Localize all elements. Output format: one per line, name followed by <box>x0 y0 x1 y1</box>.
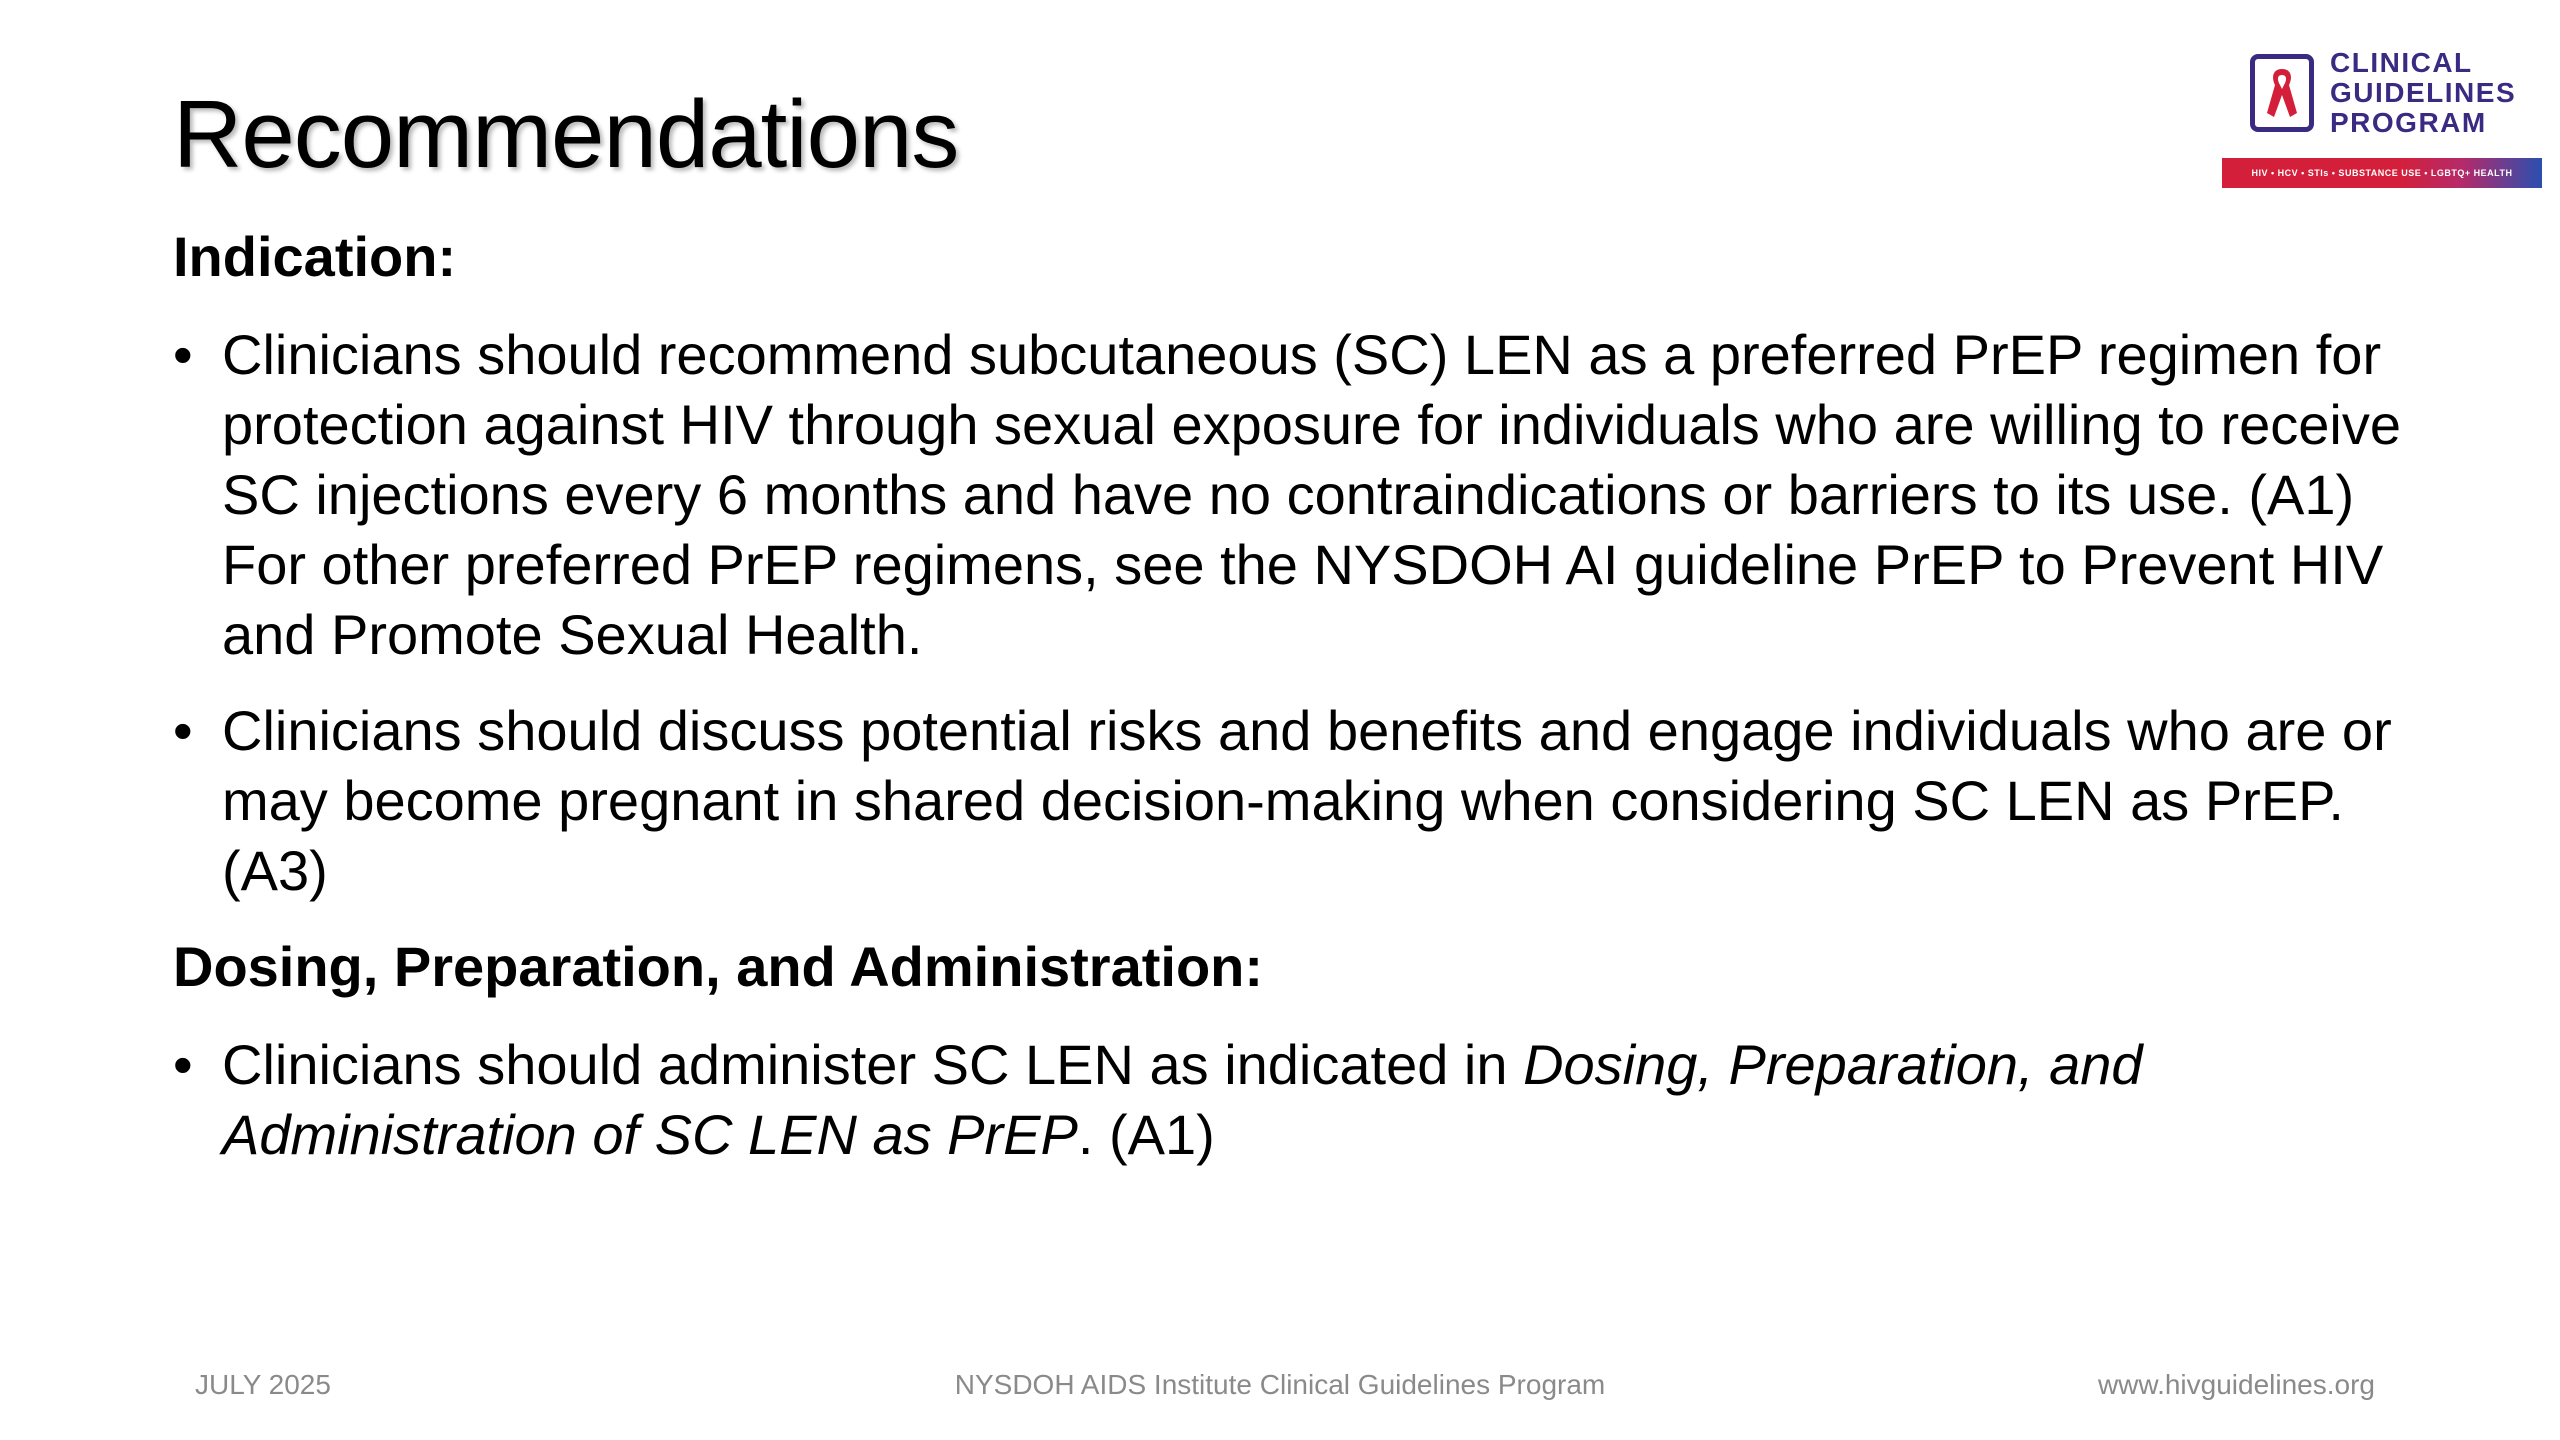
recommendation-bullet-3 <box>173 1030 2413 1170</box>
logo-badge <box>2250 54 2314 132</box>
bullet-3-suffix: . (A1) <box>1077 1103 1215 1166</box>
indication-heading: Indication: <box>173 225 457 288</box>
logo-line-2: GUIDELINES <box>2330 77 2517 108</box>
logo-line-3: PROGRAM <box>2330 107 2487 138</box>
logo-line-1: CLINICAL <box>2330 47 2473 78</box>
bullet-3-prefix: Clinicians should administer SC LEN as indicated in <box>222 1033 1524 1096</box>
indication-list <box>173 320 2413 906</box>
slide-content <box>173 222 2413 1170</box>
recommendation-bullet-1: • Clinicians should recommend subcutaneous (SC) LEN as a preferred PrEP regimen for protection against HIV through sexual exposure for individuals who are willing to receive SC injections every 6 months and have no contraindications or barriers to its use. (A1) For other preferred PrEP regimens, see the NYSDOH AI guideline PrEP to Prevent HIV and Promote Sexual Health. <box>173 320 2413 670</box>
footer-program: NYSDOH AIDS Institute Clinical Guidelines Program <box>954 1369 1606 1400</box>
dosing-heading: Dosing, Preparation, and Administration: <box>173 935 1264 998</box>
dosing-list <box>173 1030 2413 1170</box>
clinical-guidelines-logo <box>2222 48 2542 190</box>
logo-tagline: HIV • HCV • STIs • SUBSTANCE USE • LGBTQ+ HEALTH <box>2222 158 2542 188</box>
footer-date: JULY 2025 <box>195 1369 331 1400</box>
bullet-3-italic: Dosing, Preparation, and Administration of SC LEN as PrEP <box>222 1033 2143 1166</box>
logo-wordmark <box>2330 48 2516 138</box>
footer-url: www.hivguidelines.org <box>2097 1369 2375 1400</box>
recommendation-bullet-2: • Clinicians should discuss potential risks and benefits and engage individuals who are or may become pregnant in shared decision-making when considering SC LEN as PrEP. (A3) <box>173 696 2413 906</box>
slide-title: Recommendations <box>173 81 959 188</box>
red-ribbon-icon <box>2263 65 2301 121</box>
